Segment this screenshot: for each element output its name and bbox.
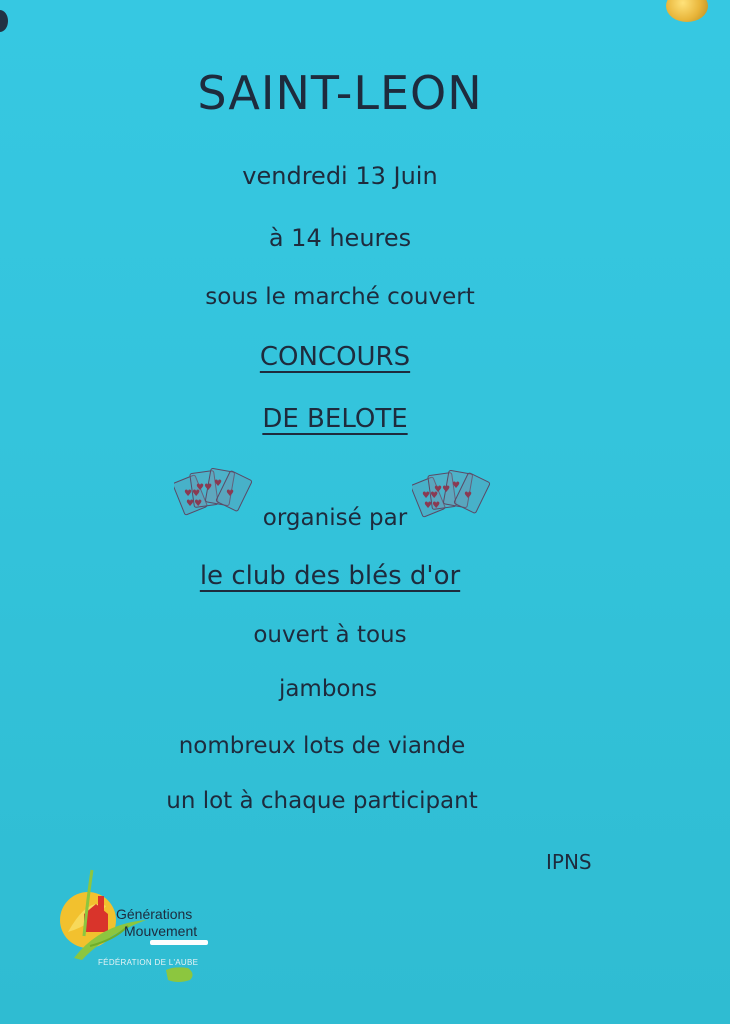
svg-text:♥♥: ♥♥ (422, 491, 439, 501)
svg-text:♥♥: ♥♥ (196, 483, 213, 493)
open-to-all: ouvert à tous (253, 622, 407, 648)
club-name: le club des blés d'or (199, 561, 461, 591)
svg-text:♥: ♥ (464, 491, 473, 501)
svg-text:♥♥: ♥♥ (186, 499, 203, 509)
event-place: sous le marché couvert (205, 284, 475, 310)
svg-text:♥: ♥ (214, 479, 223, 489)
ipns-mention: IPNS (546, 850, 592, 874)
svg-text:♥: ♥ (452, 481, 461, 491)
logo-underline (150, 940, 208, 945)
svg-text:♥: ♥ (226, 489, 235, 499)
svg-text:♥♥: ♥♥ (424, 501, 441, 511)
prize-each-participant: un lot à chaque participant (166, 788, 478, 814)
organised-by-label: organisé par (262, 505, 408, 531)
event-date: vendredi 13 Juin (242, 162, 438, 190)
prize-meat: nombreux lots de viande (178, 733, 466, 759)
svg-text:♥♥: ♥♥ (184, 489, 201, 499)
prize-hams: jambons (278, 676, 378, 702)
logo-name-line2: Mouvement (124, 923, 198, 939)
svg-text:♥♥: ♥♥ (434, 485, 451, 495)
poster-title: SAINT-LEON (197, 66, 483, 120)
event-time: à 14 heures (268, 224, 412, 252)
logo-federation: FÉDÉRATION DE L'AUBE (98, 958, 199, 967)
event-name-line1: CONCOURS (259, 342, 411, 372)
logo-name-line1: Générations (116, 906, 193, 922)
event-name-line2: DE BELOTE (262, 404, 408, 434)
